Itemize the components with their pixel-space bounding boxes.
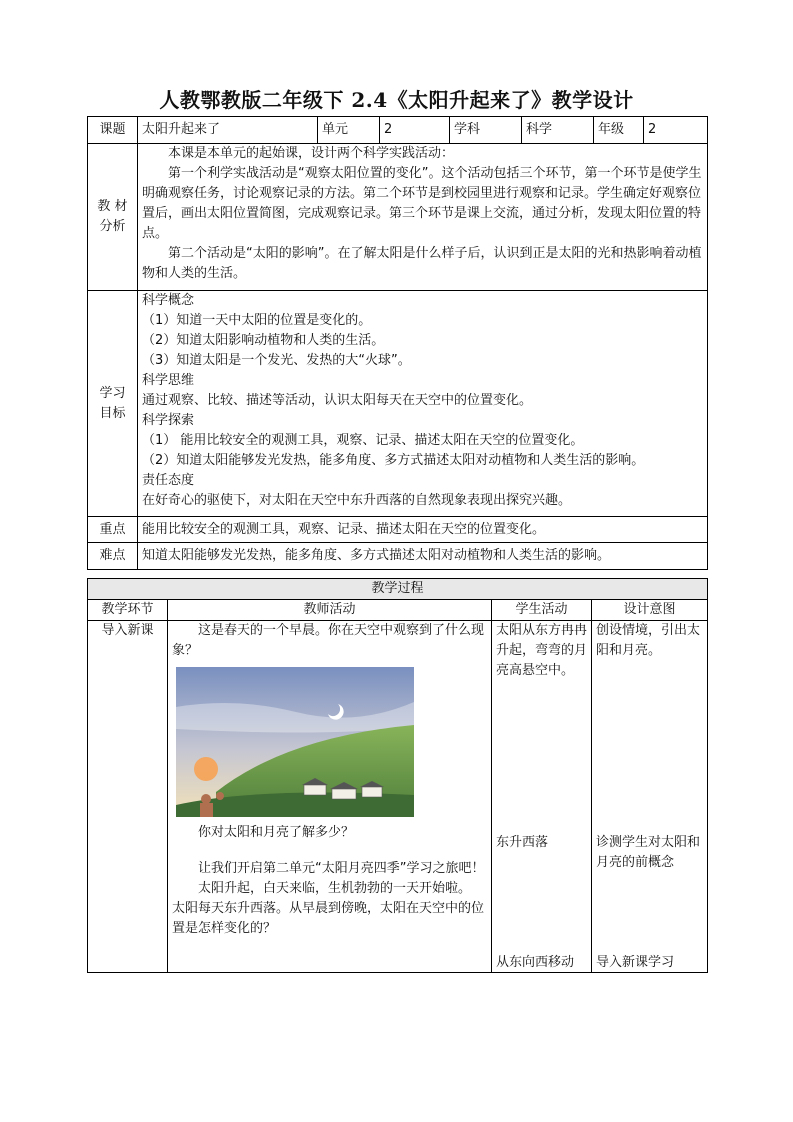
subject-value: 科学 [522, 117, 594, 144]
teacher-paragraph: 让我们开启第二单元“太阳月亮四季”学习之旅吧！ [198, 861, 485, 876]
goals-item: （2）知道太阳能够发光发热，能多角度、多方式描述太阳对动植物和人类生活的影响。 [142, 453, 645, 468]
process-heading: 教学过程 [88, 579, 708, 600]
goals-heading: 科学概念 [142, 293, 195, 308]
analysis-paragraph: 本课是本单元的起始课，设计两个科学实践活动： [168, 146, 455, 161]
topic-value: 太阳升起来了 [138, 117, 318, 144]
analysis-content [138, 144, 708, 291]
student-answer: 东升西落 [496, 835, 549, 850]
student-answer: 从东向西移动 [496, 955, 575, 970]
col-intent-header: 设计意图 [592, 600, 708, 621]
lesson-info-table [87, 116, 708, 570]
teacher-question: 你对太阳和月亮了解多少？ [198, 825, 355, 840]
goals-item: （1） 能用比较安全的观测工具，观察、记录、描述太阳在天空的位置变化。 [142, 433, 584, 448]
grade-value: 2 [644, 117, 708, 144]
difficulty-label: 难点 [88, 543, 138, 570]
teaching-process-table [87, 578, 708, 973]
design-intent: 诊测学生对太阳和月亮的前概念 [596, 835, 701, 870]
page-title: 人教鄂教版二年级下 2.4《太阳升起来了》教学设计 [159, 88, 634, 112]
design-intent: 创设情境，引出太阳和月亮。 [596, 623, 701, 658]
topic-label: 课题 [88, 117, 138, 144]
goals-item: 在好奇心的驱使下，对太阳在天空中东升西落的自然现象表现出探究兴趣。 [142, 493, 572, 508]
analysis-paragraph: 第一个利学实战活动是“观察太阳位置的变化”。这个活动包括三个环节，第一个环节是使学生明确观察任务，讨论观察记录的方法。第二个环节是到校园里进行观察和记录。学生确定好观察位置后，画出太阳位置简图，完成观察记录。第三个环节是课上交流，通过分析，发现太阳位置的特点。 [142, 166, 702, 241]
col-teacher-header: 教师活动 [168, 600, 492, 621]
goals-content [138, 291, 708, 517]
difficulty-value: 知道太阳能够发光发热，能多角度、多方式描述太阳对动植物和人类生活的影响。 [138, 543, 708, 570]
teacher-question: 这是春天的一个早晨。你在天空中观察到了什么现象？ [172, 623, 485, 658]
analysis-paragraph: 第二个活动是“太阳的影响”。在了解太阳是什么样子后，认识到正是太阳的光和热影响着动植物和人类的生活。 [142, 246, 702, 281]
unit-value: 2 [380, 117, 450, 144]
goals-heading: 科学探索 [142, 413, 195, 428]
student-answer: 太阳从东方冉冉升起，弯弯的月亮高悬空中。 [496, 623, 588, 678]
teacher-paragraph: 太阳每天东升西落。从早晨到傍晚，太阳在天空中的位置是怎样变化的？ [172, 901, 485, 936]
key-value: 能用比较安全的观测工具，观察、记录、描述太阳在天空的位置变化。 [138, 517, 708, 543]
col-student-header: 学生活动 [492, 600, 592, 621]
grade-label: 年级 [594, 117, 644, 144]
morning-scene-image [176, 667, 414, 817]
goals-label: 学习目标 [88, 291, 138, 517]
goals-item: （3）知道太阳是一个发光、发热的大“火球”。 [142, 353, 411, 368]
teacher-activity-cell [168, 621, 492, 973]
goals-item: 通过观察、比较、描述等活动，认识太阳每天在天空中的位置变化。 [142, 393, 533, 408]
stage-cell: 导入新课 [88, 621, 168, 973]
col-stage-header: 教学环节 [88, 600, 168, 621]
subject-label: 学科 [450, 117, 522, 144]
goals-item: （1）知道一天中太阳的位置是变化的。 [142, 313, 372, 328]
goals-heading: 科学思维 [142, 373, 195, 388]
analysis-label: 教 材分析 [88, 144, 138, 291]
goals-heading: 责任态度 [142, 473, 195, 488]
design-intent-cell [592, 621, 708, 973]
teacher-paragraph: 太阳升起，白天来临，生机勃勃的一天开始啦。 [198, 881, 472, 896]
goals-item: （2）知道太阳影响动植物和人类的生活。 [142, 333, 385, 348]
key-label: 重点 [88, 517, 138, 543]
design-intent: 导入新课学习 [596, 955, 675, 970]
student-activity-cell [492, 621, 592, 973]
unit-label: 单元 [318, 117, 380, 144]
